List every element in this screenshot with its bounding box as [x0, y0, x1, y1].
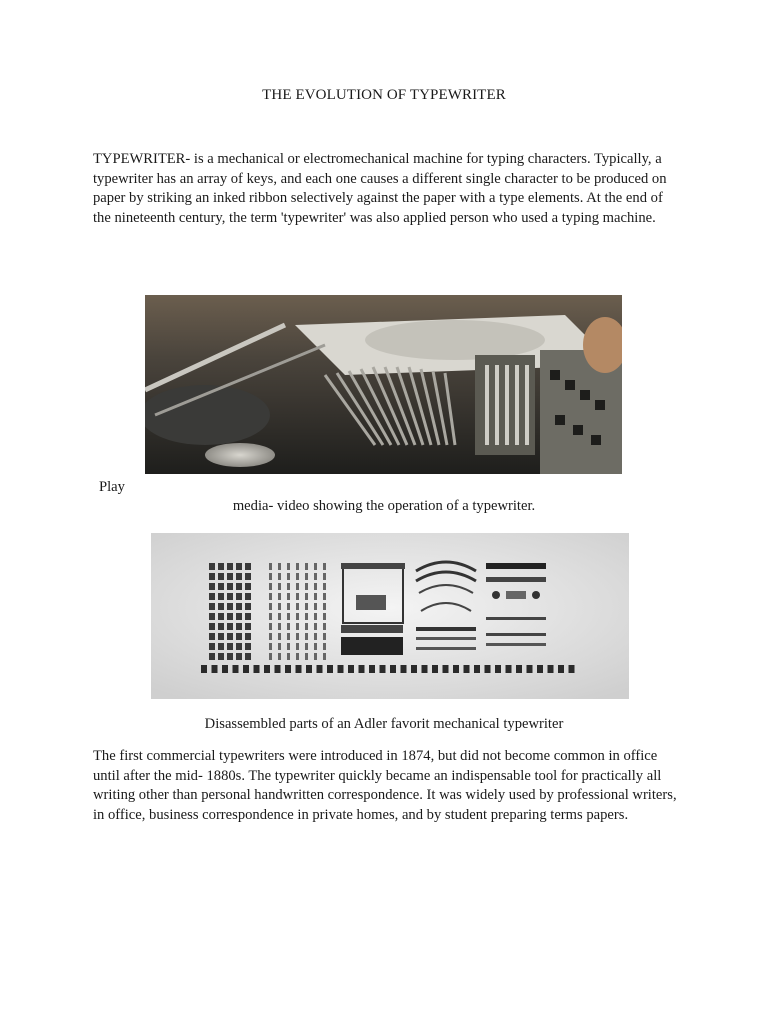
video-caption: media- video showing the operation of a typewriter.	[232, 498, 536, 514]
video-play-link[interactable]: Play	[99, 479, 125, 495]
document-title: THE EVOLUTION OF TYPEWRITER	[262, 87, 506, 103]
history-paragraph: The first commercial typewriters were introduced in 1874, but did not become common in office until after the mid- 1880s. The typewriter quickly became an indispensable tool for practically all writing other than personal handwritten correspondence. It was widely used by professional writers, in office, business correspondence in private homes, and by student preparing terms papers.	[93, 748, 677, 823]
disassembled-parts-image	[151, 533, 629, 699]
typewriter-parts-illustration	[151, 533, 629, 699]
typewriter-video-frame[interactable]	[145, 295, 622, 474]
intro-paragraph: TYPEWRITER- is a mechanical or electromechanical machine for typing characters. Typically, a typewriter has an array of keys, and each one causes a different single character to be produced on paper by striking an inked ribbon selectively against the paper with a type elements. At the end of the nineteenth century, the term 'typewriter' was also applied person who used a typing machine.	[93, 151, 667, 226]
typewriter-closeup-photo	[145, 295, 622, 474]
parts-image-caption: Disassembled parts of an Adler favorit mechanical typewriter	[204, 716, 564, 732]
